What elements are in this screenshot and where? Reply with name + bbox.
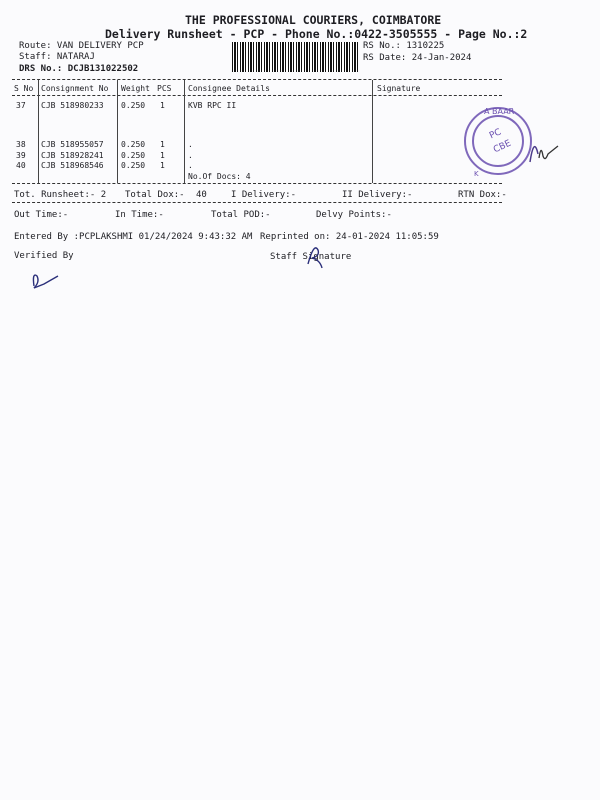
table-row-pcs: 1 (160, 151, 165, 160)
table-row-pcs: 1 (160, 101, 165, 110)
table-row-details: KVB RPC II (188, 101, 237, 110)
stamp-text: CBE (492, 138, 513, 156)
total-dox-value: 40 (196, 190, 207, 200)
col-header-weight: Weight (121, 84, 150, 93)
table-row-sno: 39 (16, 151, 26, 160)
total-dox-label: Total Dox:- (125, 190, 185, 200)
col-divider (372, 80, 373, 183)
office-stamp-icon (462, 96, 540, 188)
table-row-consignment: CJB 518968546 (41, 161, 104, 170)
col-header-consignee: Consignee Details (188, 84, 270, 93)
stamp-text: A BAAR (484, 107, 515, 116)
company-name: THE PROFESSIONAL COURIERS, COIMBATORE (185, 13, 442, 27)
stamp-text: PC (488, 127, 503, 142)
entered-by: Entered By :PCPLAKSHMI 01/24/2024 9:43:32 AM (14, 232, 253, 242)
rs-date: RS Date: 24-Jan-2024 (363, 53, 472, 63)
table-header-rule (12, 95, 502, 96)
verified-by: Verified By (14, 251, 74, 261)
i-delivery: I Delivery:- (231, 190, 297, 200)
in-time: In Time:- (115, 210, 164, 220)
table-row-details: . (188, 140, 193, 149)
route-text: Route: VAN DELIVERY PCP (19, 41, 144, 51)
table-row-weight: 0.250 (121, 101, 146, 110)
col-divider (38, 80, 39, 183)
runsheet-subtitle: Delivery Runsheet - PCP - Phone No.:0422-3505555 - Page No.:2 (105, 27, 528, 41)
table-row-weight: 0.250 (121, 140, 146, 149)
table-row-consignment: CJB 518955057 (41, 140, 104, 149)
drs-number: DRS No.: DCJB131022502 (19, 64, 139, 74)
col-divider (117, 80, 118, 183)
table-row-pcs: 1 (160, 140, 165, 149)
reprinted-on: Reprinted on: 24-01-2024 11:05:59 (260, 232, 439, 242)
table-row-sno: 37 (16, 101, 26, 110)
table-row-details: . (188, 161, 193, 170)
tot-runsheet: Tot. Runsheet:- 2 (14, 190, 107, 200)
delvy-points: Delvy Points:- (316, 210, 392, 220)
table-row-sno: 40 (16, 161, 26, 170)
table-row-sno: 38 (16, 140, 26, 149)
table-bottom-rule (12, 183, 502, 184)
staff-signature-icon (300, 240, 330, 270)
table-row-weight: 0.250 (121, 161, 146, 170)
col-header-signature: Signature (377, 84, 421, 93)
summary-rule (12, 202, 502, 203)
verifier-signature-icon (28, 268, 62, 292)
total-pod: Total POD:- (211, 210, 271, 220)
staff-text: Staff: NATARAJ (19, 52, 95, 62)
col-divider (184, 80, 185, 183)
col-header-pcs: PCS (157, 84, 172, 93)
table-row-pcs: 1 (160, 161, 165, 170)
table-row-consignment: CJB 518928241 (41, 151, 104, 160)
staff-signature: Staff Signature (270, 252, 352, 262)
out-time: Out Time:- (14, 210, 69, 220)
table-row-consignment: CJB 518980233 (41, 101, 104, 110)
table-row-weight: 0.250 (121, 151, 146, 160)
rtn-dox: RTN Dox:- (458, 190, 507, 200)
no-of-docs: No.Of Docs: 4 (188, 172, 251, 181)
table-top-rule (12, 79, 502, 80)
col-header-consignment: Consignment No (41, 84, 109, 93)
ii-delivery: II Delivery:- (342, 190, 413, 200)
barcode (232, 42, 358, 72)
col-header-sno: S No (14, 84, 34, 93)
rs-number: RS No.: 1310225 (363, 41, 445, 51)
table-row-details: . (188, 151, 193, 160)
signature-icon (536, 140, 562, 166)
stamp-text: K (474, 170, 479, 178)
